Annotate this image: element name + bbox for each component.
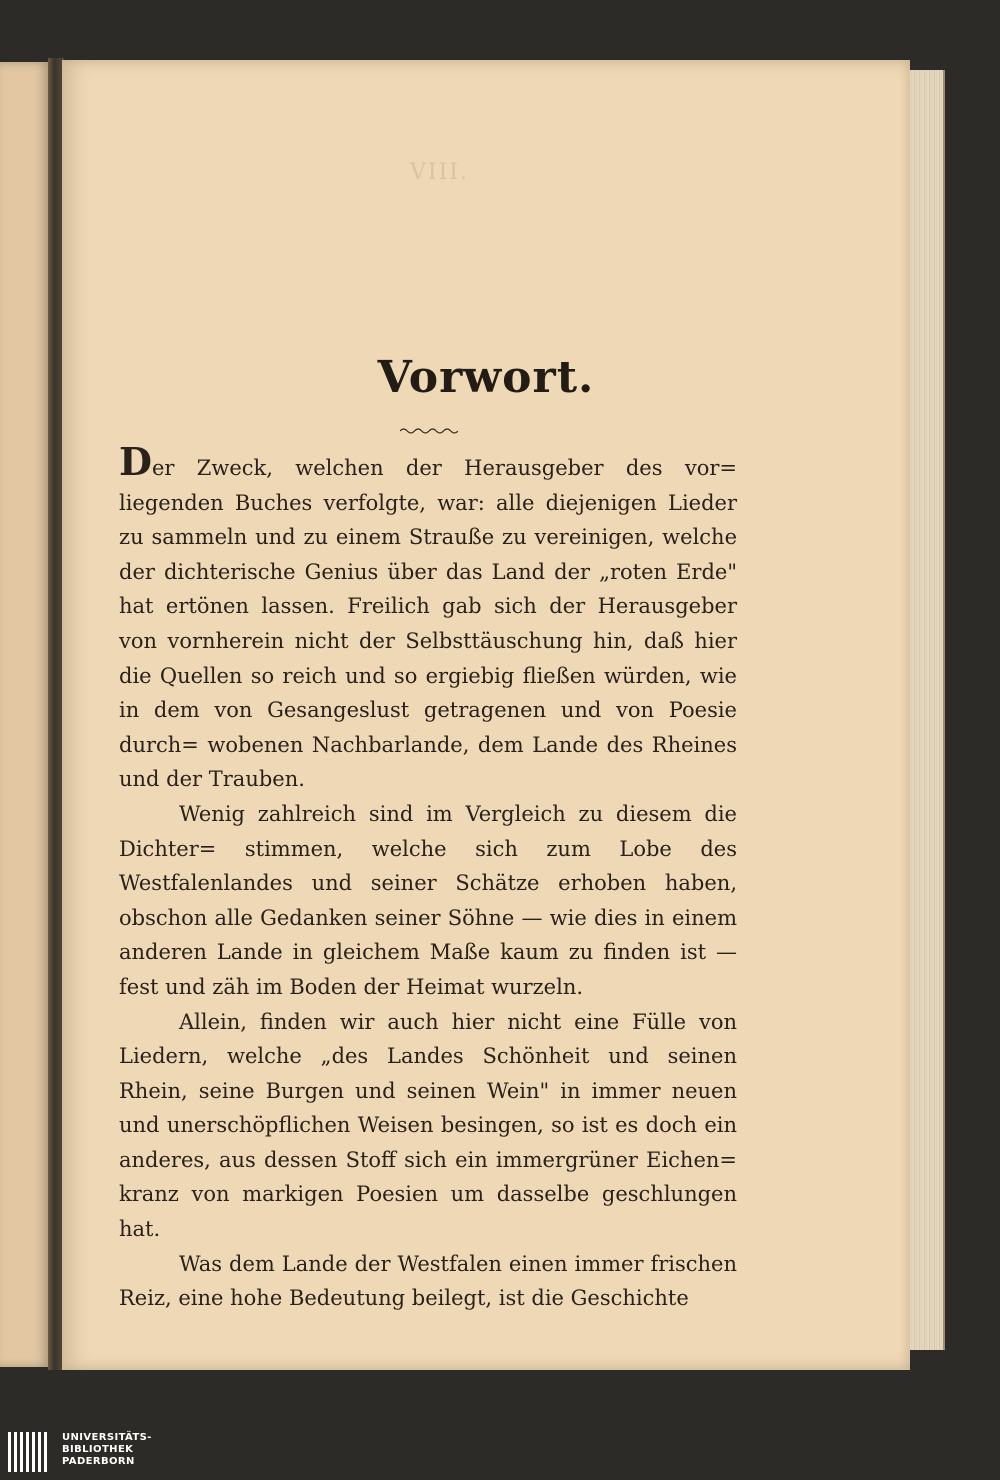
library-logo [8, 1432, 152, 1472]
paragraph-1-text: er Zweck, welchen der Herausgeber des vor= liegenden Buches verfolgte, war: alle diejenigen Lieder zu sammeln und zu einem Strauße zu vereinigen, welche der dichterische Genius über das Land der „roten Erde" hat ertönen lassen. Freilich gab sich der Herausgeber von vornherein nicht der Selbsttäuschung hin, daß hier die Quellen so reich und so ergiebig fließen würden, wie in dem von Gesangeslust getragenen und von Poesie durch= wobenen Nachbarlande, dem Lande des Rheines und der Trauben. [119, 456, 737, 792]
page-edges [905, 70, 945, 1350]
logo-line-1: UNIVERSITÄTS- [62, 1432, 152, 1443]
book-page [62, 60, 910, 1370]
page-title: Vorwort. [377, 352, 595, 403]
initial-letter: D [119, 439, 152, 484]
paragraph-3: Allein, finden wir auch hier nicht eine Fülle von Liedern, welche „des Landes Schönheit und seinen Rhein, seine Burgen und seinen Wein" in immer neuen und unerschöpflichen Weisen besingen, so ist es doch ein anderes, aus dessen Stoff sich ein immergrüner Eichen= kranz von markigen Poesien um dasselbe geschlungen hat. [119, 1009, 737, 1242]
library-logo-icon [8, 1432, 48, 1472]
paragraph-4: Was dem Lande der Westfalen einen immer frischen Reiz, eine hohe Bedeutung beilegt, ist die Geschichte [119, 1251, 737, 1311]
logo-line-3: PADERBORN [62, 1456, 135, 1467]
bleed-through-page-number: VIII. [410, 160, 469, 185]
logo-line-2: BIBLIOTHEK [62, 1444, 134, 1455]
wavy-rule-ornament [400, 427, 458, 435]
left-page-edge [0, 62, 50, 1367]
paragraph-1 [119, 439, 737, 797]
paragraph-2: Wenig zahlreich sind im Vergleich zu diesem die Dichter= stimmen, welche sich zum Lobe des Westfalenlandes und seiner Schätze erhoben haben, obschon alle Gedanken seiner Söhne — wie dies in einem anderen Lande in gleichem Maße kaum zu finden ist — fest und zäh im Boden der Heimat wurzeln. [119, 801, 737, 999]
library-logo-text [62, 1432, 152, 1468]
body-text [119, 439, 737, 1316]
